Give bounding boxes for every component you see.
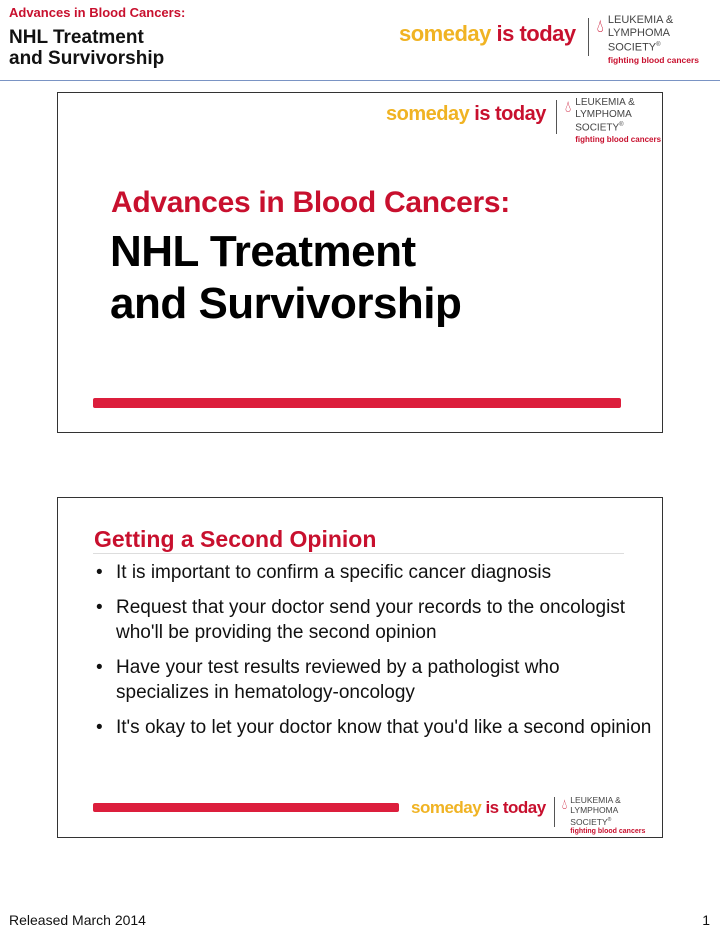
blood-drop-icon: 💧︎ <box>564 99 572 116</box>
header-divider <box>0 80 720 81</box>
header-title-line2: and Survivorship <box>9 48 165 69</box>
logo-org: LEUKEMIA & LYMPHOMA SOCIETY® fighting blood cancers <box>570 795 646 835</box>
header-title-line1: NHL Treatment <box>9 27 144 48</box>
blood-drop-icon: 💧︎ <box>596 16 604 36</box>
bullet-item: • Have your test results reviewed by a pathologist who specializes in hematology-oncology <box>96 655 656 705</box>
slide2-title: Getting a Second Opinion <box>94 526 377 552</box>
bullet-item: • It's okay to let your doctor know that you'd like a second opinion <box>96 715 656 740</box>
logo-tagline: someday is today <box>411 798 546 817</box>
bullet-item: • It is important to confirm a specific cancer diagnosis <box>96 560 656 585</box>
blood-drop-icon: 💧︎ <box>561 796 568 812</box>
slide1-title-line2: and Survivorship <box>110 279 462 328</box>
slide1-title <box>110 226 461 330</box>
lls-logo-slide1 <box>386 97 661 144</box>
bullet-item: • Request that your doctor send your records to the oncologist who'll be providing the second opinion <box>96 595 656 645</box>
logo-tagline: someday is today <box>399 21 576 46</box>
slide1-accent-bar <box>93 398 621 408</box>
page-number: 1 <box>702 912 710 928</box>
logo-org: LEUKEMIA & LYMPHOMA SOCIETY® fighting blood cancers <box>575 97 662 144</box>
slide2-bullet-list <box>96 560 656 750</box>
slide1-kicker: Advances in Blood Cancers: <box>111 186 510 219</box>
logo-divider <box>556 100 557 134</box>
lls-logo-header <box>399 14 699 65</box>
header-title <box>9 27 164 69</box>
logo-divider <box>554 797 555 827</box>
logo-org: LEUKEMIA & LYMPHOMA SOCIETY® fighting blood cancers <box>607 14 700 66</box>
release-date: Released March 2014 <box>9 912 146 928</box>
slide2-title-underline <box>93 553 624 554</box>
slide2-accent-bar <box>93 803 399 812</box>
lls-logo-slide2 <box>411 795 645 835</box>
logo-tagline: someday is today <box>386 103 546 125</box>
header-kicker: Advances in Blood Cancers: <box>9 5 186 20</box>
logo-divider <box>588 18 589 56</box>
slide1-title-line1: NHL Treatment <box>110 227 416 276</box>
